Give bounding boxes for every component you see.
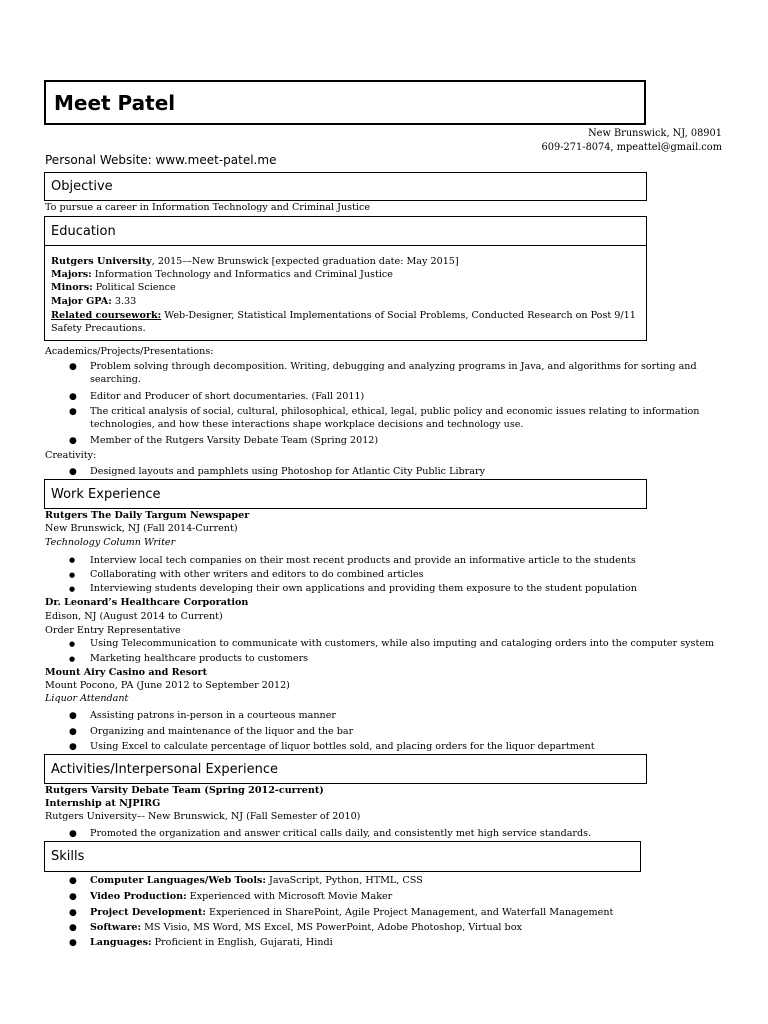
work-item: Using Telecommunication to communicate with customers, while also imputing and cataloging orders into the computer system xyxy=(90,638,715,649)
work-role: Technology Column Writer xyxy=(45,537,176,548)
education-university xyxy=(51,255,459,268)
creativity-label: Creativity: xyxy=(45,450,97,461)
skill-value: JavaScript, Python, HTML, CSS xyxy=(265,875,423,886)
skill-item xyxy=(90,936,333,949)
work-location: New Brunswick, NJ (Fall 2014-Current) xyxy=(45,523,238,534)
work-org: Mount Airy Casino and Resort xyxy=(45,667,208,678)
skill-label: Video Production: xyxy=(90,891,187,902)
skill-value: MS Visio, MS Word, MS Excel, MS PowerPoint, Adobe Photoshop, Virtual box xyxy=(141,922,522,933)
bullet-icon: ● xyxy=(69,467,77,477)
gpa-label: Major GPA: xyxy=(51,296,112,307)
objective-header xyxy=(44,172,647,201)
bullet-icon: ● xyxy=(69,585,76,593)
skill-label: Languages: xyxy=(90,937,152,948)
majors-value: Information Technology and Informatics and Criminal Justice xyxy=(91,269,393,280)
bullet-icon: ● xyxy=(69,892,77,902)
activities-header xyxy=(44,754,647,784)
skill-label: Project Development: xyxy=(90,907,206,918)
objective-title: Objective xyxy=(51,179,113,194)
contact-info: 609-271-8074, mpeattel@gmail.com xyxy=(541,142,722,153)
university-details: , 2015––New Brunswick [expected graduation date: May 2015] xyxy=(151,256,459,267)
work-location: Edison, NJ (August 2014 to Current) xyxy=(45,611,223,622)
creativity-item: Designed layouts and pamphlets using Photoshop for Atlantic City Public Library xyxy=(90,466,485,477)
work-role: Order Entry Representative xyxy=(45,625,181,636)
academics-item: Problem solving through decomposition. Writing, debugging and analyzing programs in Java, and algorithms for sorting and searching. xyxy=(90,361,697,385)
bullet-icon: ● xyxy=(69,407,77,417)
activities-title: Activities/Interpersonal Experience xyxy=(51,761,278,777)
candidate-name: Meet Patel xyxy=(54,90,176,115)
work-org: Rutgers The Daily Targum Newspaper xyxy=(45,510,250,521)
work-item: Using Excel to calculate percentage of liquor bottles sold, and placing orders for the liquor department xyxy=(90,741,595,752)
education-header xyxy=(44,216,647,246)
name-box xyxy=(44,80,646,125)
skill-label: Software: xyxy=(90,922,142,933)
gpa-value: 3.33 xyxy=(111,296,137,307)
work-item: Interview local tech companies on their most recent products and provide an informative article to the students xyxy=(90,555,636,566)
personal-website: Personal Website: www.meet-patel.me xyxy=(45,153,277,167)
majors-label: Majors: xyxy=(51,269,92,280)
bullet-icon: ● xyxy=(69,362,77,372)
bullet-icon: ● xyxy=(69,711,77,721)
activities-item: Promoted the organization and answer critical calls daily, and consistently met high service standards. xyxy=(90,828,592,839)
activities-internship: Internship at NJPIRG xyxy=(45,798,161,809)
skills-title: Skills xyxy=(51,849,85,864)
bullet-icon: ● xyxy=(69,876,77,886)
activities-debate: Rutgers Varsity Debate Team (Spring 2012-current) xyxy=(45,785,324,796)
work-item: Marketing healthcare products to customers xyxy=(90,653,309,664)
education-gpa xyxy=(51,295,136,308)
skills-header xyxy=(44,841,641,872)
education-title: Education xyxy=(51,224,116,239)
bullet-icon: ● xyxy=(69,829,77,839)
bullet-icon: ● xyxy=(69,908,77,918)
bullet-icon: ● xyxy=(69,727,77,737)
work-item: Assisting patrons in-person in a courteous manner xyxy=(90,710,336,721)
skill-item xyxy=(90,921,522,934)
work-item: Organizing and maintenance of the liquor and the bar xyxy=(90,726,354,737)
academics-label: Academics/Projects/Presentations: xyxy=(45,346,214,357)
academics-item: Editor and Producer of short documentaries. (Fall 2011) xyxy=(90,391,365,402)
skill-value: Experienced in SharePoint, Agile Project Management, and Waterfall Management xyxy=(205,907,614,918)
bullet-icon: ● xyxy=(69,742,77,752)
work-title: Work Experience xyxy=(51,486,161,502)
bullet-icon: ● xyxy=(69,436,77,446)
education-majors xyxy=(51,268,393,281)
skill-item xyxy=(90,906,613,919)
activities-location: Rutgers University–- New Brunswick, NJ (Fall Semester of 2010) xyxy=(45,811,361,822)
bullet-icon: ● xyxy=(69,571,76,579)
academics-item: The critical analysis of social, cultural, philosophical, ethical, legal, public policy and economic issues relating to information technologies, and how these interactions shape workplace decisions and technology use. xyxy=(90,406,700,430)
university-name: Rutgers University xyxy=(51,256,152,267)
bullet-icon: ● xyxy=(69,640,76,648)
academics-item: Member of the Rutgers Varsity Debate Team (Spring 2012) xyxy=(90,435,379,446)
bullet-icon: ● xyxy=(69,392,77,402)
work-header xyxy=(44,479,647,509)
work-item: Collaborating with other writers and editors to do combined articles xyxy=(90,569,424,580)
bullet-icon: ● xyxy=(69,655,76,663)
bullet-icon: ● xyxy=(69,938,77,948)
skill-label: Computer Languages/Web Tools: xyxy=(90,875,266,886)
skill-value: Proficient in English, Gujarati, Hindi xyxy=(151,937,333,948)
skill-item xyxy=(90,874,423,887)
skill-item xyxy=(90,890,392,903)
minors-value: Political Science xyxy=(92,282,176,293)
objective-text: To pursue a career in Information Technology and Criminal Justice xyxy=(45,202,371,213)
bullet-icon: ● xyxy=(69,556,76,564)
work-location: Mount Pocono, PA (June 2012 to September 2012) xyxy=(45,680,290,691)
coursework-label: Related coursework: xyxy=(51,310,162,321)
education-minors xyxy=(51,281,176,294)
education-coursework xyxy=(51,309,641,335)
address: New Brunswick, NJ, 08901 xyxy=(588,128,722,139)
work-org: Dr. Leonard’s Healthcare Corporation xyxy=(45,597,249,608)
coursework-value: Web-Designer, Statistical Implementations of Social Problems, Conducted Research on Post 9/11 Safety Precautions. xyxy=(51,310,636,334)
minors-label: Minors: xyxy=(51,282,93,293)
bullet-icon: ● xyxy=(69,923,77,933)
work-item: Interviewing students developing their own applications and providing them exposure to the student population xyxy=(90,583,637,594)
skill-value: Experienced with Microsoft Movie Maker xyxy=(186,891,393,902)
work-role: Liquor Attendant xyxy=(45,693,129,704)
